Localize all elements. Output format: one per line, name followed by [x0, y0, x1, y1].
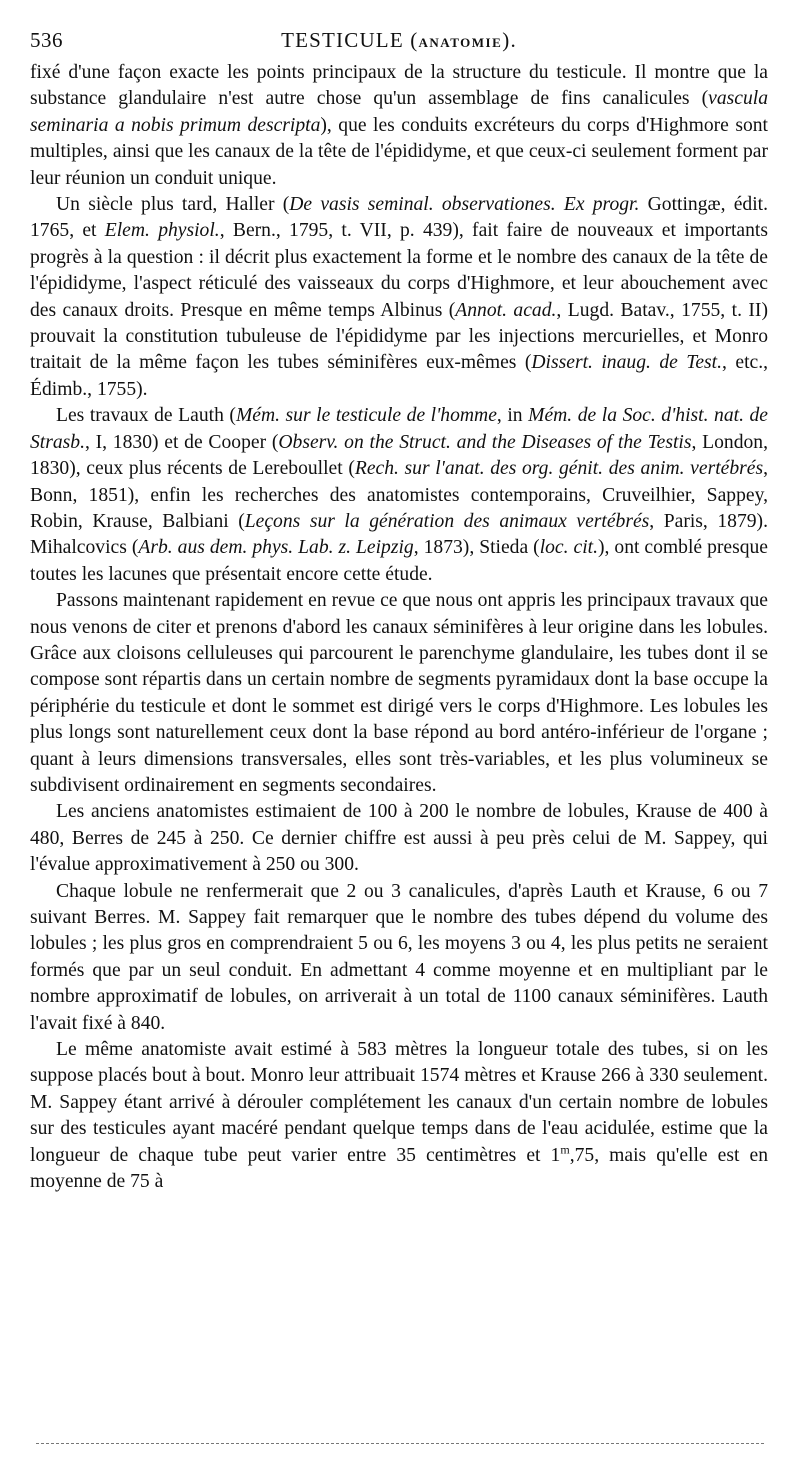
text-run: , 1873), Stieda (: [413, 537, 540, 559]
italic-citation: Dissert. inaug. de Test.: [531, 352, 723, 374]
italic-citation: vascula seminaria a nobis primum descripta: [30, 88, 768, 136]
running-head: [30, 28, 768, 53]
text-run: fixé d'une façon exacte les points principaux de la structure du testicule. Il montre que la substance glandulaire n'est autre chose qu'un assemblage de fins canalicules (: [30, 62, 768, 110]
italic-citation: Rech. sur l'anat. des org. génit. des anim. vertébrés: [354, 458, 764, 480]
text-run: , London, 1830), ceux plus récents de Lereboullet (: [30, 431, 769, 480]
text-run: Gottingæ, édit. 1765, et: [30, 194, 769, 242]
paragraph: [30, 588, 768, 799]
text-run: Un siècle plus tard, Haller (: [56, 194, 290, 216]
text-run: , Paris, 1879). Mihalcovics (: [30, 510, 768, 559]
paragraph: [30, 192, 768, 403]
footer-dashed-rule: [36, 1443, 764, 1444]
body-text: [30, 60, 768, 1195]
paragraph: [30, 60, 768, 192]
page-header: [30, 24, 768, 54]
text-run: ), ont comblé presque toutes les lacunes que présentait encore cette étude.: [30, 537, 769, 585]
running-head-section: ANATOMIE: [418, 35, 503, 50]
text-run: , Bonn, 1851), enfin les recherches des anatomistes contemporains, Cruveilhier, Sappey, Robin, Krause, Balbiani (: [30, 458, 768, 532]
paragraph: [30, 879, 768, 1037]
page-number: 536: [30, 28, 63, 52]
text-run: Chaque lobule ne renfermerait que 2 ou 3 canalicules, d'après Lauth et Krause, 6 ou 7 suivant Berres. M. Sappey fait remarquer que le nombre des tubes dépend du volume des lobules ; les plus gros en comprendraient 5 ou 6, les moyens 3 ou 4, les plus petits ne seraient formés que par un seul conduit. En admettant 4 comme moyenne et en multipliant par le nombre approximatif de lobules, on arriverait à un total de 1100 canaux séminifères. Lauth l'avait fixé à 840.: [30, 880, 768, 1034]
text-run: , in: [496, 405, 529, 427]
text-run: ), que les conduits excréteurs du corps d'Highmore sont multiples, ainsi que les canaux de la tête de l'épididyme, et que ceux-ci seulement forment par leur réunion un conduit unique.: [30, 114, 768, 189]
text-run: ,75, mais qu'elle est en moyenne de 75 à: [30, 1144, 768, 1193]
running-head-title: TESTICULE (: [281, 28, 419, 52]
italic-citation: Arb. aus dem. phys. Lab. z. Leipzig: [138, 537, 414, 559]
italic-citation: loc. cit.: [539, 537, 598, 559]
italic-citation: Leçons sur la génération des animaux vertébrés: [244, 510, 650, 532]
text-run: , Bern., 1795, t. VII, p. 439), fait faire de nouveaux et importants progrès à la question : il décrit plus exactement la forme et le nombre des canaux de la tête de l'épididyme, l'aspect réticulé des vaisseaux du corps d'Highmore, et leur abouchement avec des canaux droits. Presque en même temps Albinus (: [30, 220, 768, 321]
paragraph: [30, 403, 768, 588]
italic-citation: Elem. physiol.: [104, 220, 220, 242]
italic-citation: Observ. on the Struct. and the Diseases of the Testis: [278, 431, 692, 453]
text-run: , I, 1830) et de Cooper (: [84, 431, 279, 453]
text-run: Le même anatomiste avait estimé à 583 mètres la longueur totale des tubes, si on les suppose placés bout à bout. Monro leur attribuait 1574 mètres et Krause 266 à 330 seulement. M. Sappey étant arrivé à dérouler complétement les canaux d'un certain nombre de lobules sur des testicules ayant macéré pendant quelque temps dans de l'eau acidulée, estime que la longueur de chaque tube peut varier entre 35 centimètres et 1: [30, 1039, 768, 1166]
text-run: , etc., Édimb., 1755).: [30, 352, 769, 400]
text-run: , Lugd. Batav., 1755, t. II) prouvait la constitution tubuleuse de l'épididyme par les injections mercurielles, et Monro traitait de la même façon les tubes séminifères eux-mêmes (: [30, 299, 768, 374]
italic-citation: Mém. de la Soc. d'hist. nat. de Strasb.: [30, 405, 769, 453]
italic-citation: Mém. sur le testicule de l'homme: [235, 405, 497, 427]
text-run: Passons maintenant rapidement en revue ce que nous ont appris les principaux travaux que nous venons de citer et prenons d'abord les canaux séminifères à leur origine dans les lobules. Grâce aux cloisons celluleuses qui parcourent le parenchyme glandulaire, les tubes dont il se compose sont répartis dans un certain nombre de segments pyramidaux dont la base occupe la périphérie du testicule et dont le sommet est dirigé vers le corps d'Highmore. Les lobules les plus longs sont naturellement ceux dont la base répond au bord antéro-inférieur de l'organe ; quant à leurs dimensions transversales, elles sont très-variables, et les plus volumineux se subdivisent ordinairement en segments secondaires.: [30, 590, 768, 796]
italic-citation: Annot. acad.: [455, 299, 557, 321]
paragraph: [30, 1037, 768, 1195]
italic-citation: De vasis seminal. observationes. Ex progr.: [289, 194, 640, 216]
document-page: [30, 24, 768, 1195]
paragraph: [30, 799, 768, 878]
running-head-close: ).: [502, 28, 517, 52]
text-run: Les anciens anatomistes estimaient de 100 à 200 le nombre de lobules, Krause de 400 à 480, Berres de 245 à 250. Ce dernier chiffre est aussi à peu près celui de M. Sappey, qui l'évalue approximativement à 250 ou 300.: [30, 801, 768, 876]
superscript: m: [560, 1142, 570, 1157]
text-run: Les travaux de Lauth (: [56, 405, 236, 427]
